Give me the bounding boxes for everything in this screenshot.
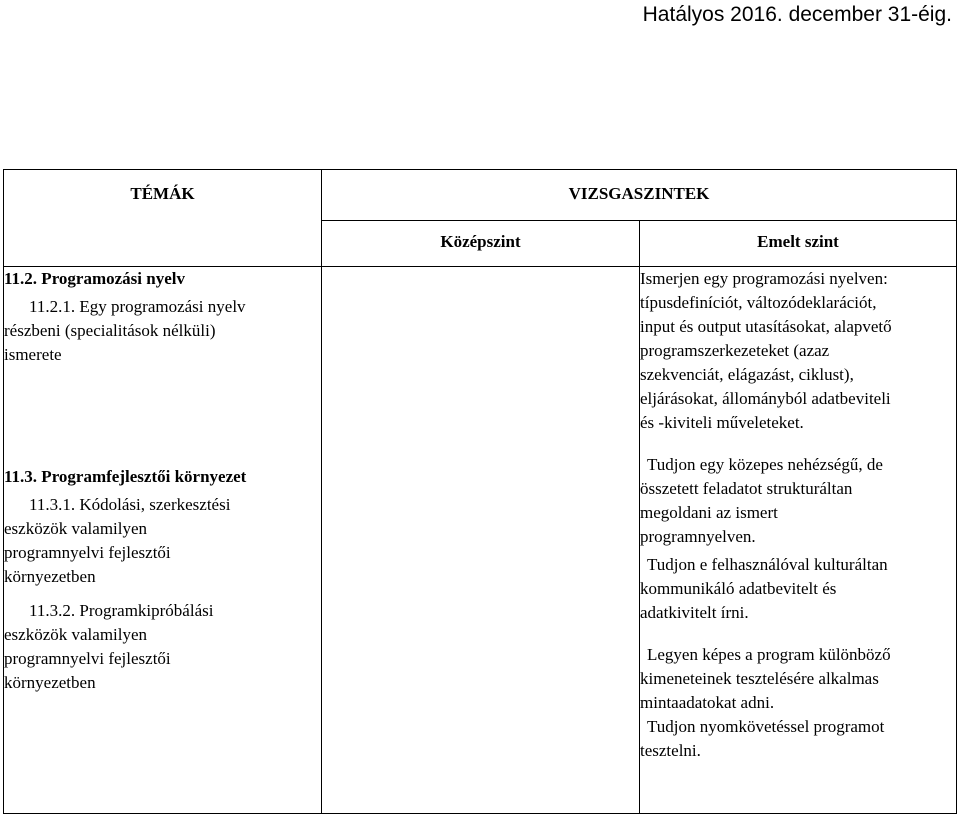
validity-header: Hatályos 2016. december 31-éig.: [642, 3, 952, 26]
emelt-p4-line3: mintaadatokat adni.: [640, 693, 775, 712]
emelt-p1-line2: típusdefiníciót, változódeklarációt,: [640, 293, 877, 312]
emelt-p1-line3: input és output utasításokat, alapvető: [640, 317, 892, 336]
topic-11-3-1-line2: eszközök valamilyen: [4, 519, 148, 538]
header-kozepszint-label: Középszint: [440, 231, 521, 251]
emelt-p1-line4: programszerkezeteket (azaz: [640, 341, 830, 360]
emelt-p1-line1: Ismerjen egy programozási nyelven:: [640, 269, 888, 288]
emelt-p2-line4: programnyelven.: [640, 527, 756, 546]
emelt-p2-line1: Tudjon egy közepes nehézségű, de: [647, 455, 883, 474]
emelt-p4-line1: Legyen képes a program különböző: [647, 645, 891, 664]
header-temak: [4, 170, 322, 267]
emelt-p5-line2: tesztelni.: [640, 741, 701, 760]
exam-requirements-table: [3, 169, 957, 814]
emelt-p1-line5: szekvenciát, elágazást, ciklust),: [640, 365, 854, 384]
header-temak-label: TÉMÁK: [130, 184, 195, 203]
topic-11-3-2-line2: eszközök valamilyen: [4, 625, 148, 644]
topic-11-3-1-line3: programnyelvi fejlesztői: [4, 543, 171, 562]
emelt-p4-line2: kimeneteinek tesztelésére alkalmas: [640, 669, 879, 688]
emelt-p2-line2: összetett feladatot strukturáltan: [640, 479, 853, 498]
emelt-p3-line3: adatkivitelt írni.: [640, 603, 749, 622]
emelt-p2-line3: megoldani az ismert: [640, 503, 778, 522]
topic-11-2-title: 11.2. Programozási nyelv: [4, 269, 185, 288]
topic-11-3-2-line1: 11.3.2. Programkipróbálási: [29, 601, 214, 620]
emelt-p1-line7: és -kiviteli műveleteket.: [640, 413, 804, 432]
topic-11-3-2-line4: környezetben: [4, 673, 96, 692]
header-vizsgaszintek: [322, 170, 957, 221]
header-vizsgaszintek-label: VIZSGASZINTEK: [568, 184, 710, 203]
topic-11-3-title: 11.3. Programfejlesztői környezet: [4, 467, 247, 486]
header-emelt: [640, 220, 957, 266]
kozepszint-cell: [322, 267, 640, 814]
topic-11-3-1-line4: környezetben: [4, 567, 96, 586]
topic-11-2-1-line1: 11.2.1. Egy programozási nyelv: [29, 297, 246, 316]
emelt-cell: [640, 267, 957, 814]
topic-11-2-1-line3: ismerete: [4, 345, 62, 364]
header-kozepszint: [322, 220, 640, 266]
header-emelt-label: Emelt szint: [757, 231, 839, 251]
topic-11-3-1-line1: 11.3.1. Kódolási, szerkesztési: [29, 495, 231, 514]
emelt-p3-line1: Tudjon e felhasználóval kulturáltan: [647, 555, 888, 574]
emelt-p5-line1: Tudjon nyomkövetéssel programot: [647, 717, 885, 736]
emelt-p1-line6: eljárásokat, állományból adatbeviteli: [640, 389, 891, 408]
topics-cell: [4, 267, 322, 814]
topic-11-2-1-line2: részbeni (specialitások nélküli): [4, 321, 216, 340]
emelt-p3-line2: kommunikáló adatbevitelt és: [640, 579, 837, 598]
topic-11-3-2-line3: programnyelvi fejlesztői: [4, 649, 171, 668]
